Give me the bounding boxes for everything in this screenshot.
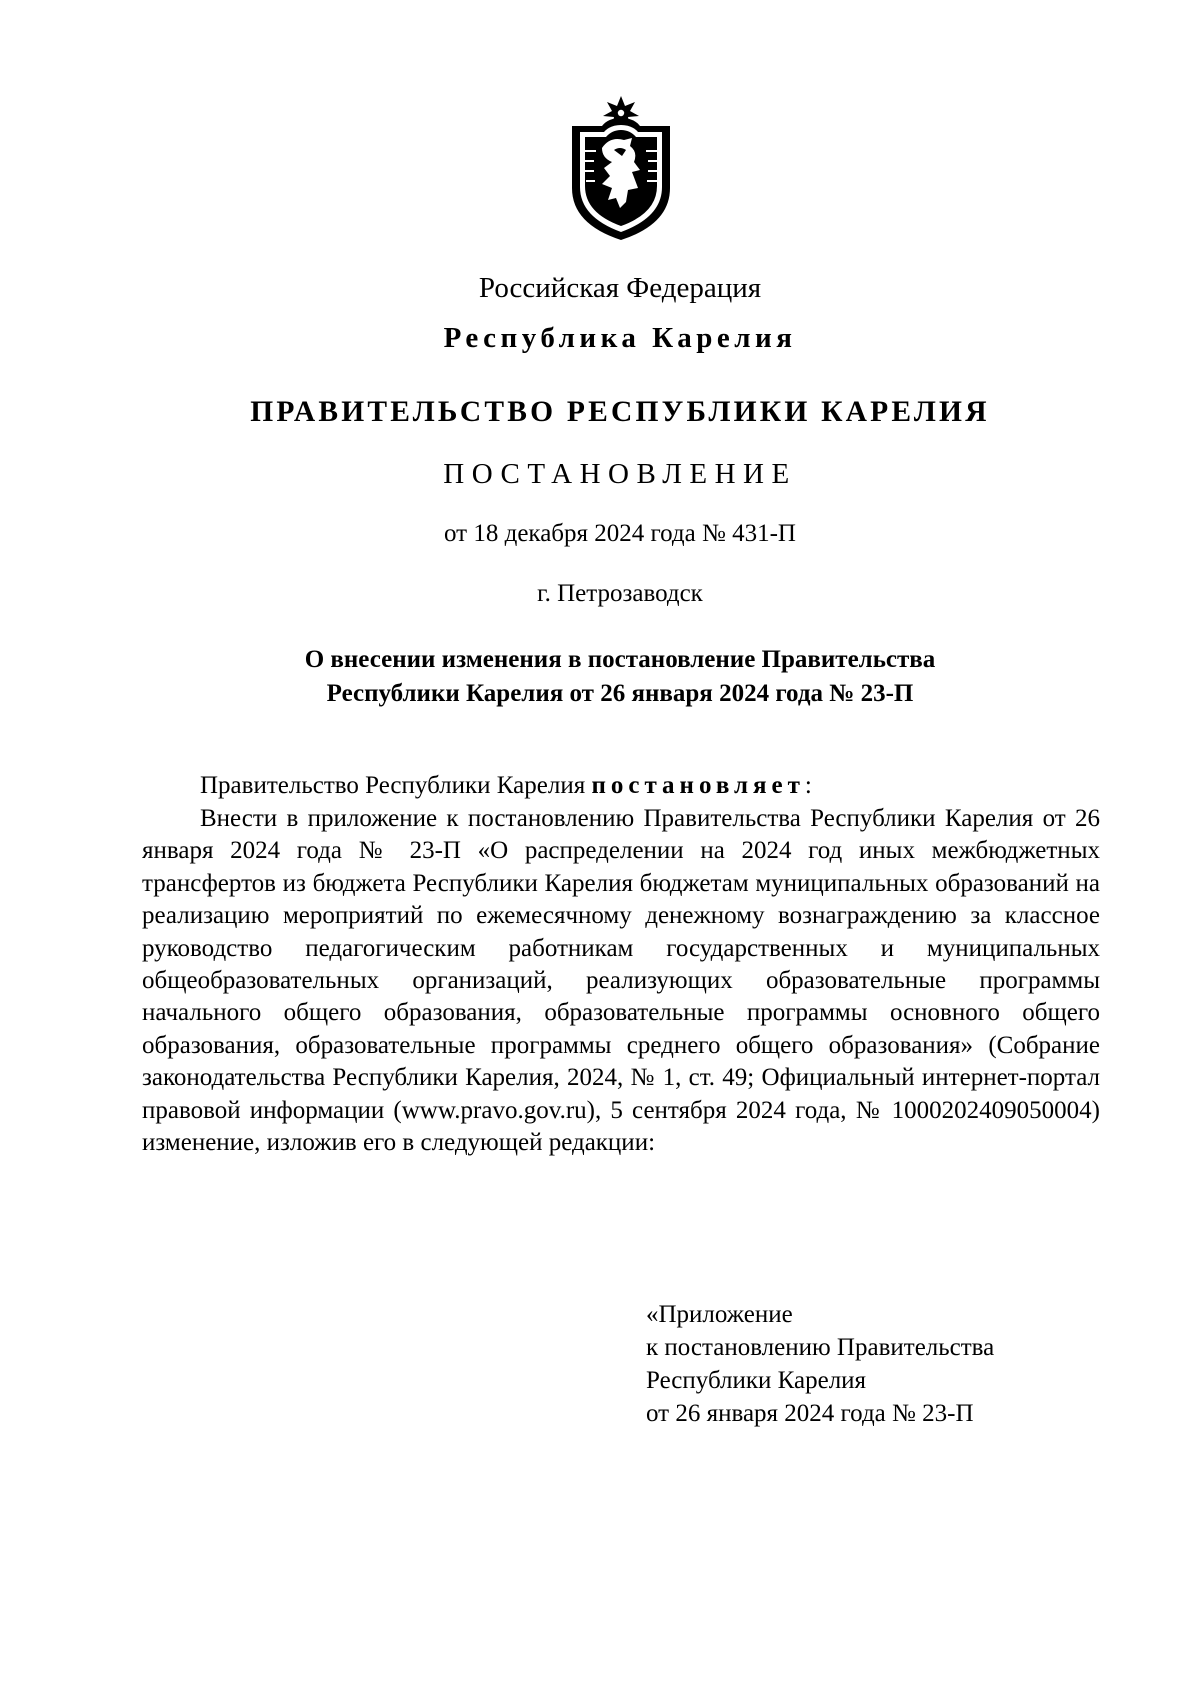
document-type: ПОСТАНОВЛЕНИЕ <box>443 458 797 490</box>
document-title <box>0 643 1200 711</box>
appendix-line-2: к постановлению Правительства <box>646 1334 995 1361</box>
appendix-line-4: от 26 января 2024 года № 23-П <box>646 1400 974 1427</box>
intro-keyword: постановляет <box>591 772 805 799</box>
intro-prefix: Правительство Республики Карелия <box>200 772 592 799</box>
republic-name: Республика Карелия <box>443 322 797 354</box>
appendix-line-1: «Приложение <box>646 1301 793 1328</box>
government-name: ПРАВИТЕЛЬСТВО РЕСПУБЛИКИ КАРЕЛИЯ <box>250 396 990 428</box>
country-name: Российская Федерация <box>478 272 762 304</box>
appendix-heading <box>646 1298 994 1430</box>
main-paragraph: Внести в приложение к постановлению Правительства Республики Карелия от 26 января 2024 года № 23-П «О распределении на 2024 год иных межбюджетных трансфертов из бюджета Республики Карелия бюджетам муниципальных образований на реализацию мероприятий по ежемесячному денежному вознаграждению за классное руководство педагогическим работникам государственных и муниципальных общеобразовательных организаций, реализующих образовательные программы начального общего образования, образовательные программы основного общего образования, образовательные программы среднего общего образования» (Собрание законодательства Республики Карелия, 2024, № 1, ст. 49; Официальный интернет-портал правовой информации (www.pravo.gov.ru), 5 сентября 2024 года, № 1000202409050004) изменение, изложив его в следующей редакции: <box>142 805 1100 1157</box>
title-line-2: Республики Карелия от 26 января 2024 года № 23-П <box>326 680 914 707</box>
title-line-1: О внесении изменения в постановление Правительства <box>304 646 936 673</box>
coat-of-arms-icon <box>566 96 676 241</box>
document-date-number: от 18 декабря 2024 года № 431-П <box>444 520 796 547</box>
document-city: г. Петрозаводск <box>537 580 703 607</box>
intro-suffix: : <box>804 772 812 799</box>
appendix-line-3: Республики Карелия <box>646 1367 867 1394</box>
intro-paragraph <box>142 770 1100 802</box>
